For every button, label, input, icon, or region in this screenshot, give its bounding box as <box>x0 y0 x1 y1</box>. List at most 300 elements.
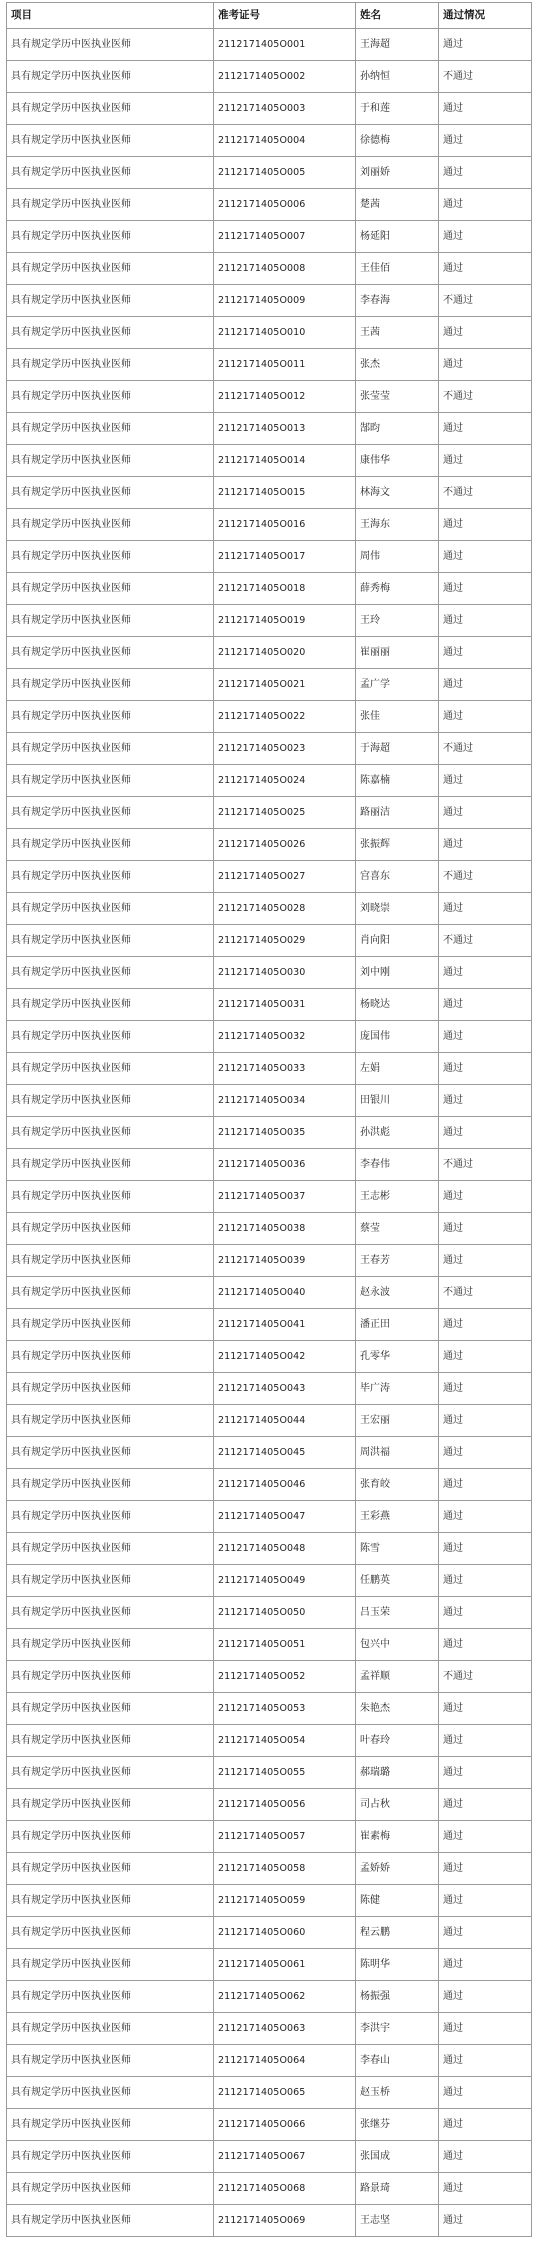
project-cell: 具有规定学历中医执业医师 <box>7 2045 214 2077</box>
exam-number-cell: 2112171405O057 <box>214 1821 356 1853</box>
table-row <box>7 1405 532 1437</box>
name-cell: 张振辉 <box>356 829 439 861</box>
exam-number-cell: 2112171405O059 <box>214 1885 356 1917</box>
table-row <box>7 413 532 445</box>
project-cell: 具有规定学历中医执业医师 <box>7 1757 214 1789</box>
exam-number-cell: 2112171405O066 <box>214 2109 356 2141</box>
exam-number-cell: 2112171405O021 <box>214 669 356 701</box>
name-cell: 李春山 <box>356 2045 439 2077</box>
exam-number-cell: 2112171405O052 <box>214 1661 356 1693</box>
name-cell: 徐德梅 <box>356 125 439 157</box>
table-row <box>7 285 532 317</box>
result-cell: 通过 <box>439 637 532 669</box>
header-row <box>7 3 532 29</box>
result-cell: 通过 <box>439 1629 532 1661</box>
table-row <box>7 605 532 637</box>
project-cell: 具有规定学历中医执业医师 <box>7 285 214 317</box>
project-cell: 具有规定学历中医执业医师 <box>7 1341 214 1373</box>
project-cell: 具有规定学历中医执业医师 <box>7 2173 214 2205</box>
exam-number-cell: 2112171405O060 <box>214 1917 356 1949</box>
project-cell: 具有规定学历中医执业医师 <box>7 317 214 349</box>
exam-number-cell: 2112171405O029 <box>214 925 356 957</box>
name-cell: 路景琦 <box>356 2173 439 2205</box>
result-cell: 不通过 <box>439 925 532 957</box>
table-row <box>7 1373 532 1405</box>
exam-number-cell: 2112171405O051 <box>214 1629 356 1661</box>
project-cell: 具有规定学历中医执业医师 <box>7 1277 214 1309</box>
name-cell: 于海超 <box>356 733 439 765</box>
result-cell: 通过 <box>439 1405 532 1437</box>
name-cell: 王春芳 <box>356 1245 439 1277</box>
table-row <box>7 189 532 221</box>
name-cell: 周伟 <box>356 541 439 573</box>
table-row <box>7 957 532 989</box>
result-cell: 通过 <box>439 93 532 125</box>
name-cell: 林海文 <box>356 477 439 509</box>
name-cell: 李洪宇 <box>356 2013 439 2045</box>
exam-number-cell: 2112171405O050 <box>214 1597 356 1629</box>
name-cell: 刘晓崇 <box>356 893 439 925</box>
name-cell: 孙纳恒 <box>356 61 439 93</box>
exam-number-cell: 2112171405O039 <box>214 1245 356 1277</box>
table-row <box>7 1085 532 1117</box>
table-row <box>7 733 532 765</box>
result-cell: 通过 <box>439 541 532 573</box>
table-row <box>7 381 532 413</box>
result-cell: 通过 <box>439 1021 532 1053</box>
exam-number-cell: 2112171405O064 <box>214 2045 356 2077</box>
project-cell: 具有规定学历中医执业医师 <box>7 2205 214 2237</box>
result-cell: 通过 <box>439 2141 532 2173</box>
result-cell: 通过 <box>439 125 532 157</box>
name-cell: 杨振强 <box>356 1981 439 2013</box>
table-row <box>7 1661 532 1693</box>
result-cell: 不通过 <box>439 285 532 317</box>
result-cell: 通过 <box>439 253 532 285</box>
name-cell: 赵永波 <box>356 1277 439 1309</box>
exam-number-cell: 2112171405O010 <box>214 317 356 349</box>
project-cell: 具有规定学历中医执业医师 <box>7 1181 214 1213</box>
name-cell: 肖向阳 <box>356 925 439 957</box>
project-cell: 具有规定学历中医执业医师 <box>7 605 214 637</box>
name-cell: 薛秀梅 <box>356 573 439 605</box>
result-cell: 通过 <box>439 1757 532 1789</box>
project-cell: 具有规定学历中医执业医师 <box>7 1437 214 1469</box>
name-cell: 陈健 <box>356 1885 439 1917</box>
result-cell: 通过 <box>439 1725 532 1757</box>
name-cell: 张莹莹 <box>356 381 439 413</box>
result-cell: 通过 <box>439 1117 532 1149</box>
name-cell: 王宏丽 <box>356 1405 439 1437</box>
result-cell: 通过 <box>439 1885 532 1917</box>
result-cell: 通过 <box>439 1245 532 1277</box>
result-cell: 通过 <box>439 1821 532 1853</box>
exam-number-cell: 2112171405O016 <box>214 509 356 541</box>
project-cell: 具有规定学历中医执业医师 <box>7 1917 214 1949</box>
name-cell: 于和莲 <box>356 93 439 125</box>
project-cell: 具有规定学历中医执业医师 <box>7 1725 214 1757</box>
name-cell: 王志彬 <box>356 1181 439 1213</box>
name-cell: 孟祥顺 <box>356 1661 439 1693</box>
result-cell: 通过 <box>439 349 532 381</box>
result-cell: 通过 <box>439 29 532 61</box>
exam-number-cell: 2112171405O024 <box>214 765 356 797</box>
table-row <box>7 797 532 829</box>
column-header-name: 姓名 <box>356 3 439 29</box>
project-cell: 具有规定学历中医执业医师 <box>7 1565 214 1597</box>
name-cell: 庞国伟 <box>356 1021 439 1053</box>
exam-number-cell: 2112171405O038 <box>214 1213 356 1245</box>
project-cell: 具有规定学历中医执业医师 <box>7 1693 214 1725</box>
table-row <box>7 1885 532 1917</box>
name-cell: 陈嘉楠 <box>356 765 439 797</box>
result-cell: 通过 <box>439 2109 532 2141</box>
table-row <box>7 1693 532 1725</box>
results-table <box>6 2 532 2237</box>
project-cell: 具有规定学历中医执业医师 <box>7 477 214 509</box>
exam-number-cell: 2112171405O009 <box>214 285 356 317</box>
table-row <box>7 893 532 925</box>
table-row <box>7 1277 532 1309</box>
project-cell: 具有规定学历中医执业医师 <box>7 797 214 829</box>
exam-number-cell: 2112171405O026 <box>214 829 356 861</box>
result-cell: 通过 <box>439 509 532 541</box>
name-cell: 崔素梅 <box>356 1821 439 1853</box>
result-cell: 通过 <box>439 669 532 701</box>
table-row <box>7 349 532 381</box>
table-row <box>7 669 532 701</box>
exam-number-cell: 2112171405O053 <box>214 1693 356 1725</box>
table-row <box>7 1213 532 1245</box>
name-cell: 毕广涛 <box>356 1373 439 1405</box>
project-cell: 具有规定学历中医执业医师 <box>7 1021 214 1053</box>
exam-number-cell: 2112171405O048 <box>214 1533 356 1565</box>
table-row <box>7 2077 532 2109</box>
name-cell: 王志坚 <box>356 2205 439 2237</box>
result-cell: 通过 <box>439 1917 532 1949</box>
name-cell: 孟广学 <box>356 669 439 701</box>
name-cell: 张育皎 <box>356 1469 439 1501</box>
project-cell: 具有规定学历中医执业医师 <box>7 893 214 925</box>
table-row <box>7 1725 532 1757</box>
table-row <box>7 1629 532 1661</box>
exam-number-cell: 2112171405O028 <box>214 893 356 925</box>
exam-number-cell: 2112171405O034 <box>214 1085 356 1117</box>
exam-number-cell: 2112171405O027 <box>214 861 356 893</box>
table-row <box>7 2109 532 2141</box>
project-cell: 具有规定学历中医执业医师 <box>7 829 214 861</box>
project-cell: 具有规定学历中医执业医师 <box>7 1885 214 1917</box>
table-row <box>7 2013 532 2045</box>
table-row <box>7 541 532 573</box>
result-cell: 通过 <box>439 701 532 733</box>
result-cell: 通过 <box>439 1213 532 1245</box>
exam-number-cell: 2112171405O001 <box>214 29 356 61</box>
table-row <box>7 221 532 253</box>
exam-number-cell: 2112171405O040 <box>214 1277 356 1309</box>
table-row <box>7 925 532 957</box>
project-cell: 具有规定学历中医执业医师 <box>7 2141 214 2173</box>
project-cell: 具有规定学历中医执业医师 <box>7 1117 214 1149</box>
name-cell: 王佳佰 <box>356 253 439 285</box>
exam-number-cell: 2112171405O063 <box>214 2013 356 2045</box>
name-cell: 刘中刚 <box>356 957 439 989</box>
project-cell: 具有规定学历中医执业医师 <box>7 1981 214 2013</box>
project-cell: 具有规定学历中医执业医师 <box>7 349 214 381</box>
name-cell: 吕玉荣 <box>356 1597 439 1629</box>
result-cell: 通过 <box>439 1341 532 1373</box>
result-cell: 通过 <box>439 1469 532 1501</box>
result-cell: 通过 <box>439 1309 532 1341</box>
table-row <box>7 1469 532 1501</box>
table-row <box>7 477 532 509</box>
exam-number-cell: 2112171405O037 <box>214 1181 356 1213</box>
name-cell: 路丽洁 <box>356 797 439 829</box>
result-cell: 通过 <box>439 1981 532 2013</box>
exam-number-cell: 2112171405O011 <box>214 349 356 381</box>
table-row <box>7 637 532 669</box>
project-cell: 具有规定学历中医执业医师 <box>7 2109 214 2141</box>
name-cell: 程云鹏 <box>356 1917 439 1949</box>
result-cell: 通过 <box>439 2077 532 2109</box>
exam-number-cell: 2112171405O046 <box>214 1469 356 1501</box>
name-cell: 王玲 <box>356 605 439 637</box>
table-row <box>7 2045 532 2077</box>
table-row <box>7 1021 532 1053</box>
table-row <box>7 157 532 189</box>
name-cell: 杨晓达 <box>356 989 439 1021</box>
exam-number-cell: 2112171405O023 <box>214 733 356 765</box>
project-cell: 具有规定学历中医执业医师 <box>7 189 214 221</box>
table-row <box>7 1597 532 1629</box>
results-sheet <box>6 2 531 2237</box>
result-cell: 通过 <box>439 2045 532 2077</box>
name-cell: 田银川 <box>356 1085 439 1117</box>
result-cell: 通过 <box>439 1053 532 1085</box>
table-row <box>7 765 532 797</box>
table-row <box>7 1789 532 1821</box>
result-cell: 通过 <box>439 1501 532 1533</box>
result-cell: 通过 <box>439 1085 532 1117</box>
project-cell: 具有规定学历中医执业医师 <box>7 957 214 989</box>
table-row <box>7 1533 532 1565</box>
result-cell: 通过 <box>439 2173 532 2205</box>
name-cell: 陈雪 <box>356 1533 439 1565</box>
table-row <box>7 1757 532 1789</box>
project-cell: 具有规定学历中医执业医师 <box>7 1405 214 1437</box>
table-row <box>7 1437 532 1469</box>
exam-number-cell: 2112171405O045 <box>214 1437 356 1469</box>
result-cell: 通过 <box>439 573 532 605</box>
name-cell: 赵玉桥 <box>356 2077 439 2109</box>
project-cell: 具有规定学历中医执业医师 <box>7 2077 214 2109</box>
project-cell: 具有规定学历中医执业医师 <box>7 1821 214 1853</box>
table-row <box>7 1117 532 1149</box>
table-row <box>7 989 532 1021</box>
result-cell: 通过 <box>439 317 532 349</box>
exam-number-cell: 2112171405O047 <box>214 1501 356 1533</box>
project-cell: 具有规定学历中医执业医师 <box>7 989 214 1021</box>
result-cell: 通过 <box>439 605 532 637</box>
exam-number-cell: 2112171405O056 <box>214 1789 356 1821</box>
result-cell: 不通过 <box>439 733 532 765</box>
result-cell: 通过 <box>439 189 532 221</box>
exam-number-cell: 2112171405O017 <box>214 541 356 573</box>
name-cell: 叶春玲 <box>356 1725 439 1757</box>
project-cell: 具有规定学历中医执业医师 <box>7 637 214 669</box>
project-cell: 具有规定学历中医执业医师 <box>7 221 214 253</box>
exam-number-cell: 2112171405O061 <box>214 1949 356 1981</box>
project-cell: 具有规定学历中医执业医师 <box>7 1085 214 1117</box>
table-row <box>7 1341 532 1373</box>
name-cell: 任鹏英 <box>356 1565 439 1597</box>
name-cell: 杨延阳 <box>356 221 439 253</box>
table-row <box>7 253 532 285</box>
project-cell: 具有规定学历中医执业医师 <box>7 541 214 573</box>
name-cell: 左娟 <box>356 1053 439 1085</box>
result-cell: 通过 <box>439 2013 532 2045</box>
project-cell: 具有规定学历中医执业医师 <box>7 381 214 413</box>
results-table-body <box>7 29 532 2237</box>
name-cell: 孔零华 <box>356 1341 439 1373</box>
exam-number-cell: 2112171405O013 <box>214 413 356 445</box>
project-cell: 具有规定学历中医执业医师 <box>7 1853 214 1885</box>
table-row <box>7 1245 532 1277</box>
name-cell: 郜昀 <box>356 413 439 445</box>
result-cell: 通过 <box>439 797 532 829</box>
result-cell: 不通过 <box>439 477 532 509</box>
exam-number-cell: 2112171405O003 <box>214 93 356 125</box>
result-cell: 通过 <box>439 1949 532 1981</box>
result-cell: 通过 <box>439 989 532 1021</box>
project-cell: 具有规定学历中医执业医师 <box>7 1789 214 1821</box>
table-row <box>7 1917 532 1949</box>
name-cell: 王彩燕 <box>356 1501 439 1533</box>
result-cell: 通过 <box>439 957 532 989</box>
result-cell: 通过 <box>439 1853 532 1885</box>
exam-number-cell: 2112171405O004 <box>214 125 356 157</box>
project-cell: 具有规定学历中医执业医师 <box>7 1309 214 1341</box>
result-cell: 通过 <box>439 445 532 477</box>
exam-number-cell: 2112171405O005 <box>214 157 356 189</box>
exam-number-cell: 2112171405O007 <box>214 221 356 253</box>
table-row <box>7 1501 532 1533</box>
column-header-exam-number: 准考证号 <box>214 3 356 29</box>
name-cell: 张佳 <box>356 701 439 733</box>
name-cell: 陈明华 <box>356 1949 439 1981</box>
project-cell: 具有规定学历中医执业医师 <box>7 1501 214 1533</box>
exam-number-cell: 2112171405O062 <box>214 1981 356 2013</box>
project-cell: 具有规定学历中医执业医师 <box>7 157 214 189</box>
table-row <box>7 2141 532 2173</box>
name-cell: 朱艳杰 <box>356 1693 439 1725</box>
project-cell: 具有规定学历中医执业医师 <box>7 1373 214 1405</box>
exam-number-cell: 2112171405O058 <box>214 1853 356 1885</box>
table-row <box>7 573 532 605</box>
name-cell: 王海超 <box>356 29 439 61</box>
exam-number-cell: 2112171405O065 <box>214 2077 356 2109</box>
exam-number-cell: 2112171405O033 <box>214 1053 356 1085</box>
exam-number-cell: 2112171405O030 <box>214 957 356 989</box>
name-cell: 李春伟 <box>356 1149 439 1181</box>
result-cell: 通过 <box>439 829 532 861</box>
exam-number-cell: 2112171405O006 <box>214 189 356 221</box>
table-row <box>7 1149 532 1181</box>
exam-number-cell: 2112171405O019 <box>214 605 356 637</box>
name-cell: 蔡莹 <box>356 1213 439 1245</box>
table-row <box>7 1981 532 2013</box>
result-cell: 不通过 <box>439 1149 532 1181</box>
exam-number-cell: 2112171405O042 <box>214 1341 356 1373</box>
exam-number-cell: 2112171405O002 <box>214 61 356 93</box>
project-cell: 具有规定学历中医执业医师 <box>7 445 214 477</box>
exam-number-cell: 2112171405O008 <box>214 253 356 285</box>
exam-number-cell: 2112171405O035 <box>214 1117 356 1149</box>
table-row <box>7 29 532 61</box>
project-cell: 具有规定学历中医执业医师 <box>7 29 214 61</box>
project-cell: 具有规定学历中医执业医师 <box>7 1149 214 1181</box>
result-cell: 通过 <box>439 1789 532 1821</box>
name-cell: 王茜 <box>356 317 439 349</box>
project-cell: 具有规定学历中医执业医师 <box>7 1949 214 1981</box>
name-cell: 康伟华 <box>356 445 439 477</box>
name-cell: 周洪福 <box>356 1437 439 1469</box>
result-cell: 不通过 <box>439 1661 532 1693</box>
project-cell: 具有规定学历中医执业医师 <box>7 413 214 445</box>
exam-number-cell: 2112171405O032 <box>214 1021 356 1053</box>
table-row <box>7 2173 532 2205</box>
exam-number-cell: 2112171405O012 <box>214 381 356 413</box>
project-cell: 具有规定学历中医执业医师 <box>7 253 214 285</box>
result-cell: 通过 <box>439 1181 532 1213</box>
exam-number-cell: 2112171405O055 <box>214 1757 356 1789</box>
table-row <box>7 1181 532 1213</box>
exam-number-cell: 2112171405O025 <box>214 797 356 829</box>
project-cell: 具有规定学历中医执业医师 <box>7 669 214 701</box>
table-row <box>7 93 532 125</box>
name-cell: 潘正田 <box>356 1309 439 1341</box>
name-cell: 刘丽娇 <box>356 157 439 189</box>
table-row <box>7 1853 532 1885</box>
exam-number-cell: 2112171405O022 <box>214 701 356 733</box>
table-row <box>7 701 532 733</box>
table-row <box>7 1053 532 1085</box>
project-cell: 具有规定学历中医执业医师 <box>7 573 214 605</box>
exam-number-cell: 2112171405O069 <box>214 2205 356 2237</box>
project-cell: 具有规定学历中医执业医师 <box>7 1597 214 1629</box>
table-row <box>7 1309 532 1341</box>
table-row <box>7 1949 532 1981</box>
result-cell: 通过 <box>439 2205 532 2237</box>
table-row <box>7 1565 532 1597</box>
table-row <box>7 861 532 893</box>
result-cell: 通过 <box>439 157 532 189</box>
table-row <box>7 317 532 349</box>
column-header-result: 通过情况 <box>439 3 532 29</box>
result-cell: 不通过 <box>439 861 532 893</box>
exam-number-cell: 2112171405O049 <box>214 1565 356 1597</box>
name-cell: 郝瑞璐 <box>356 1757 439 1789</box>
result-cell: 不通过 <box>439 381 532 413</box>
result-cell: 不通过 <box>439 1277 532 1309</box>
result-cell: 通过 <box>439 765 532 797</box>
project-cell: 具有规定学历中医执业医师 <box>7 1213 214 1245</box>
project-cell: 具有规定学历中医执业医师 <box>7 925 214 957</box>
name-cell: 张继芬 <box>356 2109 439 2141</box>
result-cell: 通过 <box>439 1533 532 1565</box>
name-cell: 王海东 <box>356 509 439 541</box>
project-cell: 具有规定学历中医执业医师 <box>7 1661 214 1693</box>
